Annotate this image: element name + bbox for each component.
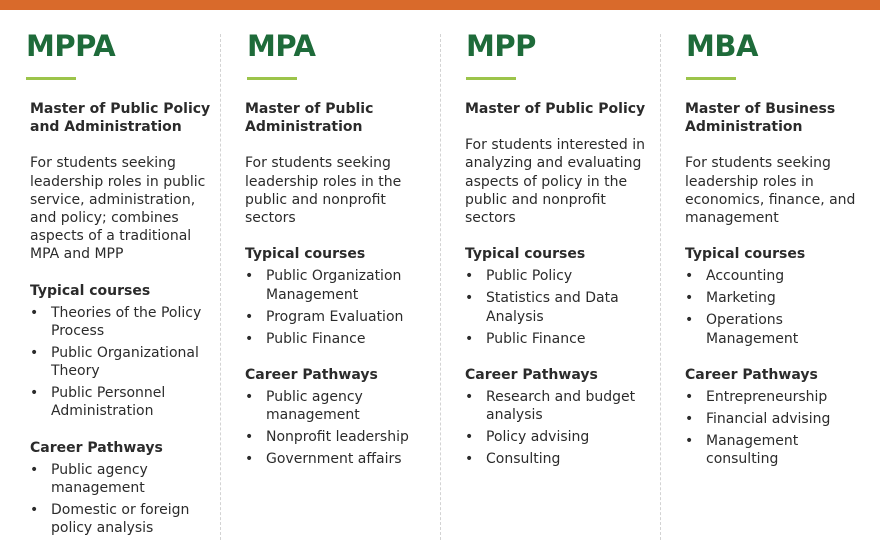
course-label: Public Policy — [486, 268, 573, 285]
career-label: Domestic or foreign policy analysis — [51, 502, 190, 537]
course-item — [30, 384, 220, 420]
bullet-icon: • — [465, 330, 474, 347]
course-label: Statistics and Data Analysis — [486, 290, 619, 325]
career-label: Public agency management — [266, 389, 363, 424]
bullet-icon: • — [30, 345, 39, 362]
careers-heading: Career Pathways — [245, 366, 378, 383]
bullet-icon: • — [245, 389, 254, 406]
course-item — [685, 267, 867, 285]
program-details — [245, 100, 427, 472]
course-label: Public Finance — [486, 330, 586, 347]
bullet-icon: • — [245, 429, 254, 446]
bullet-icon: • — [245, 268, 254, 285]
program-column-mpp — [440, 10, 660, 540]
courses-list — [685, 267, 867, 347]
careers-list — [245, 388, 427, 468]
careers-list — [685, 388, 867, 468]
bullet-icon: • — [465, 268, 474, 285]
career-label: Management consulting — [706, 433, 799, 468]
career-label: Nonprofit leadership — [266, 429, 409, 446]
career-item — [685, 432, 867, 468]
career-item — [245, 450, 427, 468]
careers-heading: Career Pathways — [30, 439, 163, 456]
course-label: Public Finance — [266, 330, 366, 347]
course-item — [465, 267, 647, 285]
course-item — [245, 267, 427, 303]
career-item — [30, 461, 220, 497]
course-item — [245, 330, 427, 348]
courses-heading: Typical courses — [245, 246, 366, 263]
course-item — [245, 308, 427, 326]
program-details — [465, 100, 647, 472]
program-full-name: Master of Public Administration — [245, 101, 374, 136]
course-item — [685, 311, 867, 347]
bullet-icon: • — [465, 290, 474, 307]
course-label: Marketing — [706, 290, 776, 307]
accent-rule — [686, 77, 736, 80]
courses-heading: Typical courses — [465, 246, 586, 263]
accent-rule — [247, 77, 297, 80]
bullet-icon: • — [685, 268, 694, 285]
program-comparison — [0, 10, 880, 540]
course-item — [30, 344, 220, 380]
career-label: Entrepreneurship — [706, 389, 828, 406]
courses-list — [465, 267, 647, 347]
program-abbreviation: MPPA — [26, 29, 116, 63]
course-label: Public Organization Management — [266, 268, 402, 303]
bullet-icon: • — [685, 411, 694, 428]
program-full-name: Master of Business Administration — [685, 101, 836, 136]
accent-rule — [466, 77, 516, 80]
career-label: Policy advising — [486, 429, 590, 446]
bullet-icon: • — [685, 433, 694, 450]
course-label: Theories of the Policy Process — [51, 304, 202, 340]
courses-list — [245, 267, 427, 347]
bullet-icon: • — [30, 304, 39, 321]
careers-heading: Career Pathways — [465, 366, 598, 383]
program-abbreviation: MBA — [686, 29, 758, 63]
bullet-icon: • — [465, 429, 474, 446]
bullet-icon: • — [30, 385, 39, 402]
career-item — [465, 388, 647, 424]
career-item — [685, 410, 867, 428]
courses-heading: Typical courses — [30, 282, 151, 299]
bullet-icon: • — [685, 290, 694, 307]
bullet-icon: • — [685, 312, 694, 329]
program-column-mba — [660, 10, 880, 540]
course-item — [30, 304, 220, 340]
top-accent-bar — [0, 0, 880, 10]
program-column-mpa — [220, 10, 440, 540]
career-item — [465, 450, 647, 468]
bullet-icon: • — [30, 502, 39, 519]
career-item — [30, 501, 220, 537]
bullet-icon: • — [30, 461, 39, 478]
course-label: Program Evaluation — [266, 308, 404, 325]
program-details — [30, 100, 220, 541]
careers-heading: Career Pathways — [685, 366, 818, 383]
program-abbreviation: MPP — [466, 29, 536, 63]
program-details — [685, 100, 867, 472]
course-item — [465, 289, 647, 325]
career-label: Financial advising — [706, 411, 831, 428]
career-item — [245, 428, 427, 446]
courses-list — [30, 304, 220, 421]
career-item — [685, 388, 867, 406]
bullet-icon: • — [465, 389, 474, 406]
accent-rule — [26, 77, 76, 80]
program-full-name: Master of Public Policy — [465, 101, 646, 117]
program-description: For students seeking leadership roles in the public and nonprofit sectors — [245, 155, 402, 227]
program-abbreviation: MPA — [247, 29, 316, 63]
career-label: Research and budget analysis — [486, 389, 636, 424]
program-column-mppa — [0, 10, 220, 540]
course-label: Operations Management — [706, 312, 799, 347]
career-label: Consulting — [486, 451, 561, 468]
bullet-icon: • — [245, 330, 254, 347]
program-description: For students seeking leadership roles in public service, administration, and policy; combines aspects of a traditional MPA and MPP — [30, 155, 206, 263]
program-full-name: Master of Public Policy and Administration — [30, 101, 211, 136]
program-description: For students seeking leadership roles in economics, finance, and management — [685, 155, 856, 227]
course-item — [465, 330, 647, 348]
career-item — [465, 428, 647, 446]
career-label: Government affairs — [266, 451, 402, 468]
bullet-icon: • — [245, 308, 254, 325]
career-item — [245, 388, 427, 424]
careers-list — [465, 388, 647, 468]
bullet-icon: • — [245, 451, 254, 468]
course-label: Public Personnel Administration — [51, 385, 166, 420]
course-label: Public Organizational Theory — [51, 345, 199, 380]
careers-list — [30, 461, 220, 538]
bullet-icon: • — [685, 389, 694, 406]
courses-heading: Typical courses — [685, 246, 806, 263]
career-label: Public agency management — [51, 461, 148, 497]
course-item — [685, 289, 867, 307]
course-label: Accounting — [706, 268, 785, 285]
program-description: For students interested in analyzing and evaluating aspects of policy in the public and nonprofit sectors — [465, 137, 646, 227]
bullet-icon: • — [465, 451, 474, 468]
